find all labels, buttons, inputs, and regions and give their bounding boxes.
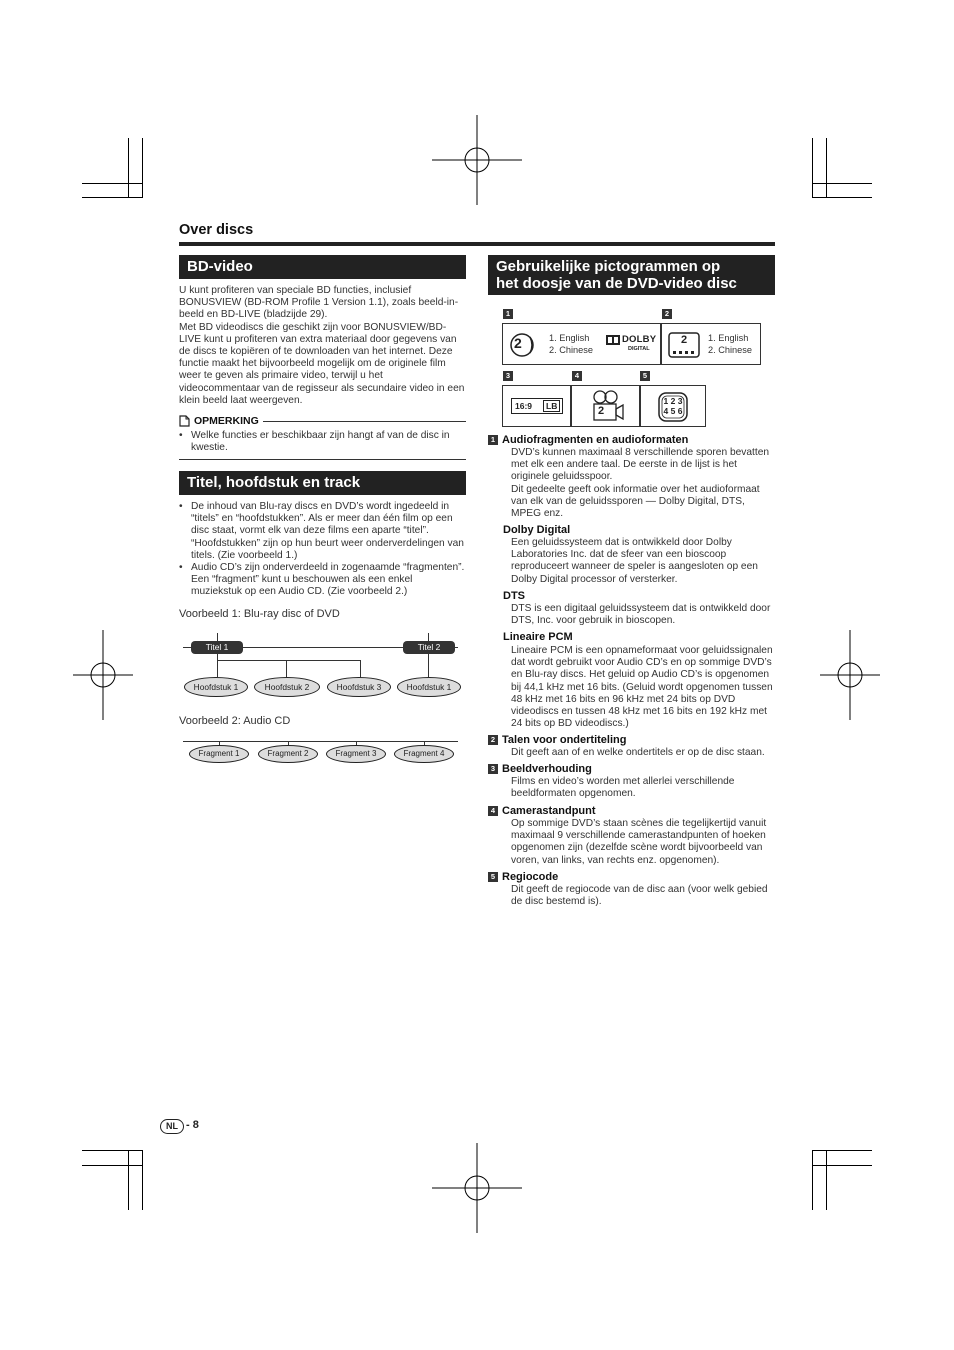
section-heading: Over discs xyxy=(179,222,254,238)
chapter-oval-1: Hoofdstuk 1 xyxy=(184,677,248,697)
pcm-text: Lineaire PCM is een opnameformaat voor geluidssignalen dat wordt gebruikt voor Audio CD’s en op sommige DVD’s en Blu-ray discs. Het geluid op Audio CD’s is opgenomen bij 44,1 kHz met 16 bits. (Geluid wordt opgenomen tussen 48 kHz met 16 bits en 96 kHz met 24 bits op DVD videodiscs en tussen 48 kHz met 16 bits en 192 kHz met 24 bits op BD videodiscs.) xyxy=(511,645,773,730)
example-1-caption: Voorbeeld 1: Blu-ray disc of DVD xyxy=(179,608,340,620)
dolby-text: Een geluidssysteem dat is ontwikkeld door Dolby Laboratories Inc. dat de sfeer van een bioscoop reproduceert wanneer de speler is aangesloten op een Dolby Digital processor of versterker. xyxy=(511,537,758,585)
desc-1-text: DVD’s kunnen maximaal 8 verschillende sporen bevatten met elk een andere taal. De eerste in de lijst is het originele geluidsspoor. Dit gedeelte geeft ook informatie over het audioformaat van elk van de geluidssporen — Dolby Digital, DTS, MPEG enz. xyxy=(511,447,770,520)
title-pill-1: Titel 1 xyxy=(191,641,243,654)
audio-lang-2: 2. Chinese xyxy=(549,345,593,355)
bd-video-paragraph-2: Met BD videodiscs die geschikt zijn voor BONUSVIEW/BD-LIVE kunt u profiteren van extra materiaal door gegevens van de discs te kopiëren of te downloaden van het internet. Deze functie maakt het bijvoorbeeld mogelijk om de originele film weer te geven als primaire video, terwijl u het videocommentaar van de regisseur als secundaire video in een klein beeld laat weergeven. xyxy=(179,321,465,406)
titel-item-2: • Audio CD’s zijn onderverdeeld in zogenaamde “fragmenten”. Een “fragment” kunt u beschouwen als een enkel muziekstuk op een Audio CD. (Zie voorbeeld 2.) xyxy=(179,562,466,599)
subtitle-count: 2 xyxy=(681,334,688,346)
note-item: • Welke functies er beschikbaar zijn hangt af van de disc in kwestie. xyxy=(179,430,466,454)
audio-lang-1: 1. English xyxy=(549,333,590,343)
chapter-oval-4: Hoofdstuk 1 xyxy=(397,677,461,697)
language-badge: NL xyxy=(160,1119,184,1134)
camera-count: 2 xyxy=(598,405,605,417)
audio-track-icon xyxy=(509,332,535,358)
bd-video-text xyxy=(179,285,466,407)
desc-4-text: Op sommige DVD’s staan scènes die tegelijkertijd vanuit maximaal 9 verschillende camerastandpunten of hoeken opgenomen zijn (dezelfde scène wordt bijvoorbeeld van voren, van links, van rechts enz. opgenomen). xyxy=(511,818,767,866)
icon-number-5: 5 xyxy=(640,371,650,381)
fragment-oval-4: Fragment 4 xyxy=(394,745,454,763)
subtitle-lang-1: 1. English xyxy=(708,333,749,343)
icon-number-1: 1 xyxy=(503,309,513,319)
page-number: - 8 xyxy=(186,1119,199,1131)
example-2-caption: Voorbeeld 2: Audio CD xyxy=(179,715,291,727)
desc-5-title: 5 Regiocode xyxy=(488,871,558,883)
fragment-oval-1: Fragment 1 xyxy=(189,745,249,763)
audio-icon-box: 2 1. English 2. Chinese DOLBY DIGITAL xyxy=(502,323,661,365)
camera-icon xyxy=(588,389,626,423)
icon-number-4: 4 xyxy=(572,371,582,381)
region-codes: 1 2 3 4 5 6 xyxy=(663,396,683,416)
icon-number-2: 2 xyxy=(662,309,672,319)
titel-heading: Titel, hoofdstuk en track xyxy=(179,471,466,495)
aspect-ratio-icon-box xyxy=(502,385,571,427)
icons-heading: Gebruikelijke pictogrammen op het doosje van de DVD-video disc xyxy=(488,255,775,295)
registration-mark-left xyxy=(58,630,148,720)
note-heading xyxy=(179,414,466,428)
registration-mark-bottom xyxy=(432,1143,522,1233)
registration-mark-right xyxy=(805,630,895,720)
note-label: OPMERKING xyxy=(194,415,259,427)
note-icon xyxy=(179,415,190,427)
chapter-oval-3: Hoofdstuk 3 xyxy=(327,677,391,697)
desc-5-text: Dit geeft de regiocode van de disc aan (voor welk gebied de disc bestemd is). xyxy=(511,884,768,908)
camera-angle-icon-box xyxy=(571,385,640,427)
subtitle-icon-box xyxy=(661,323,761,365)
bd-video-heading: BD-video xyxy=(179,255,466,279)
desc-2-text: Dit geeft aan of en welke ondertitels er op de disc staan. xyxy=(511,747,765,758)
region-icon-box xyxy=(640,385,706,427)
fragment-oval-2: Fragment 2 xyxy=(258,745,318,763)
audio-count: 2 xyxy=(514,335,522,351)
dolby-icon xyxy=(606,335,620,345)
note-end-rule xyxy=(179,459,466,460)
desc-1-title: 1 Audiofragmenten en audioformaten xyxy=(488,434,688,446)
bd-video-paragraph-1: U kunt profiteren van speciale BD functies, inclusief BONUSVIEW (BD-ROM Profile 1 Version 1.1), zoals beeld-in-beeld en BD-LIVE (bladzijde 29). xyxy=(179,285,459,321)
dts-title: DTS xyxy=(503,590,525,602)
titel-list xyxy=(179,501,466,599)
pcm-title: Lineaire PCM xyxy=(503,631,573,643)
desc-4-title: 4 Camerastandpunt xyxy=(488,805,596,817)
note-list xyxy=(179,430,466,454)
chapter-oval-2: Hoofdstuk 2 xyxy=(254,677,320,697)
aspect-ratio-icon: 16:9 LB xyxy=(511,398,563,414)
fragment-oval-3: Fragment 3 xyxy=(326,745,386,763)
dts-text: DTS is een digitaal geluidssysteem dat is ontwikkeld door DTS, Inc. voor gebruik in bioscopen. xyxy=(511,603,771,627)
header-rule xyxy=(179,242,775,246)
icon-number-3: 3 xyxy=(503,371,513,381)
subtitle-lang-2: 2. Chinese xyxy=(708,345,752,355)
desc-2-title: 2 Talen voor ondertiteling xyxy=(488,734,626,746)
desc-3-text: Films en video’s worden met allerlei verschillende beeldformaten opgenomen. xyxy=(511,776,735,800)
titel-item-1: • De inhoud van Blu-ray discs en DVD’s wordt ingedeeld in “titels” en “hoofdstukken”. Als er meer dan één film op een disc staat, vormt elk van deze films een aparte “titel”. “Hoofdstukken” zijn op hun beurt weer onderverdelingen van titels. (Zie voorbeeld 1.) xyxy=(179,501,466,562)
dolby-title: Dolby Digital xyxy=(503,524,571,536)
title-pill-2: Titel 2 xyxy=(403,641,455,654)
desc-3-title: 3 Beeldverhouding xyxy=(488,763,592,775)
registration-mark-top xyxy=(432,115,522,205)
